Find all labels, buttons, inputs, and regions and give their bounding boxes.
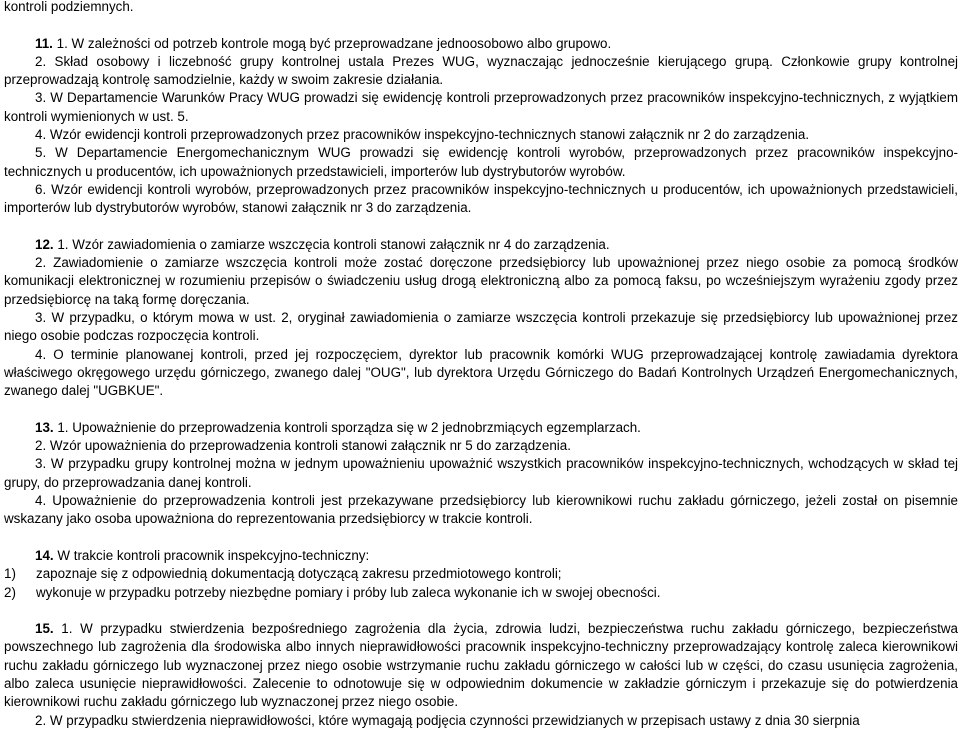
list-item-number: 2) (4, 584, 16, 600)
section-15-para-2: 2. W przypadku stwierdzenia nieprawidłowości, które wymagają podjęcia czynności przewidzianych w przepisach ustawy z dnia 30 sierpnia (35, 712, 860, 728)
section-11-para-1-text: 1. W zależności od potrzeb kontrole mogą być przeprowadzane jednoosobowo albo grupowo. (56, 35, 612, 51)
list-item-text: wykonuje w przypadku potrzeby niezbędne pomiary i próby lub zaleca wykonanie ich w swojej obecności. (36, 584, 661, 600)
section-14-number: 14. (35, 547, 54, 563)
section-12-para-4: 4. O terminie planowanej kontroli, przed jej rozpoczęciem, dyrektor lub pracownik komórki WUG przeprowadzającej kontrolę zawiadamia dyrektora właściwego okręgowego urzędu górniczego, zwanego dalej "OUG", lub dyrektora Urzędu Górniczego do Badań Kontrolnych Urządzeń Energomechanicznych, zwanego dalej "UGBKUE". (4, 346, 958, 399)
section-11-para-6: 6. Wzór ewidencji kontroli wyrobów, przeprowadzonych przez pracowników inspekcyjno-technicznych u producentów, ich upoważnionych przedstawicieli, importerów lub dystrybutorów wyrobów, stanowi załącznik nr 3 do zarządzenia. (4, 181, 958, 216)
list-item-number: 1) (4, 566, 16, 582)
section-12-para-2: 2. Zawiadomienie o zamiarze wszczęcia kontroli może zostać doręczone przedsiębiorcy lub upoważnionej przez niego osobie za pomocą środków komunikacji elektronicznej w rozumieniu przepisów o świadczeniu usług drogą elektroniczną albo za pomocą faksu, po wcześniejszym wyrażeniu zgody przez przedsiębiorcę na taką formę doręczania. (4, 255, 958, 307)
section-13-para-4: 4. Upoważnienie do przeprowadzenia kontroli jest przekazywane przedsiębiorcy lub kierownikowi ruchu zakładu górniczego, jeżeli został on pisemnie wskazany jako osoba upoważniona do reprezentowania przedsiębiorcy w trakcie kontroli. (4, 493, 958, 527)
section-11-para-2: 2. Skład osobowy i liczebność grupy kontrolnej ustala Prezes WUG, wyznaczając jednocześnie kierującego grupą. Członkowie grupy kontrolnej przeprowadzają kontrolę samodzielnie, każdy w swoim zakresie działania. (4, 53, 958, 88)
section-14-intro (4, 547, 958, 565)
spacer (4, 16, 958, 34)
list-item-text: zapoznaje się z odpowiednią dokumentacją dotyczącą zakresu przedmiotowego kontroli; (36, 566, 562, 582)
section-15-para-1-text: 1. W przypadku stwierdzenia bezpośredniego zagrożenia dla życia, zdrowia ludzi, bezpieczeństwa ruchu zakładu górniczego, bezpieczeństwa powszechnego lub zagrożenia dla środowiska albo innych nieprawidłowości pracownik inspekcyjno-techniczny przeprowadzający kontrolę zaleca kierownikowi ruchu zakładu górniczego lub wyznaczonej przez niego osobie wstrzymanie ruchu zakładu górniczego w całości lub w części, do czasu usunięcia zagrożenia, albo zaleca usunięcie nieprawidłowości. Zalecenie to odnotowuje się w odpowiednim dokumencie w zakładzie górniczym i przekazuje się do potwierdzenia kierownikowi ruchu zakładu górniczego lub wyznaczonej przez niego osobie. (4, 621, 958, 710)
section-13-para-1 (4, 419, 958, 437)
section-11-para-4: 4. Wzór ewidencji kontroli przeprowadzonych przez pracowników inspekcyjno-technicznych stanowi załącznik nr 2 do zarządzenia. (35, 127, 810, 143)
section-11-para-1 (4, 35, 958, 53)
section-12-para-1-text: 1. Wzór zawiadomienia o zamiarze wszczęcia kontroli stanowi załącznik nr 4 do zarządzenia. (57, 236, 610, 252)
section-13-para-2: 2. Wzór upoważnienia do przeprowadzenia kontroli stanowi załącznik nr 5 do zarządzenia. (35, 438, 571, 454)
list-item (4, 565, 958, 583)
spacer (4, 602, 958, 620)
spacer (4, 401, 958, 419)
section-15-para-1 (4, 620, 958, 711)
spacer (4, 218, 958, 236)
section-11-number: 11. (35, 35, 53, 51)
section-11-para-3: 3. W Departamencie Warunków Pracy WUG prowadzi się ewidencję kontroli przeprowadzonych przez pracowników inspekcyjno-technicznych, z wyjątkiem kontroli wymienionych w ust. 5. (4, 90, 958, 124)
section-11-para-5: 5. W Departamencie Energomechanicznym WUG prowadzi się ewidencję kontroli wyrobów, przeprowadzonych przez pracowników inspekcyjno-technicznych u producentów, ich upoważnionych przedstawicieli, importerów lub dystrybutorów wyrobów. (4, 145, 958, 179)
document-page (4, 0, 958, 730)
list-item (4, 584, 958, 602)
section-15-number: 15. (35, 621, 54, 637)
lead-paragraph: kontroli podziemnych. (4, 0, 134, 14)
section-13-number: 13. (35, 419, 54, 435)
section-12-para-1 (4, 236, 958, 254)
section-13-para-3: 3. W przypadku grupy kontrolnej można w jednym upoważnieniu upoważnić wszystkich pracowników inspekcyjno-technicznych, wchodzących w skład tej grupy, do przeprowadzania danej kontroli. (4, 456, 958, 490)
section-13-para-1-text: 1. Upoważnienie do przeprowadzenia kontroli sporządza się w 2 jednobrzmiących egzemplarzach. (57, 419, 641, 435)
section-14-intro-text: W trakcie kontroli pracownik inspekcyjno-techniczny: (57, 547, 370, 563)
section-12-para-3: 3. W przypadku, o którym mowa w ust. 2, oryginał zawiadomienia o zamiarze wszczęcia kontroli przekazuje się przedsiębiorcy lub upoważnionej przez niego osobie podczas rozpoczęcia kontroli. (4, 310, 958, 344)
section-12-number: 12. (35, 236, 54, 252)
spacer (4, 529, 958, 547)
